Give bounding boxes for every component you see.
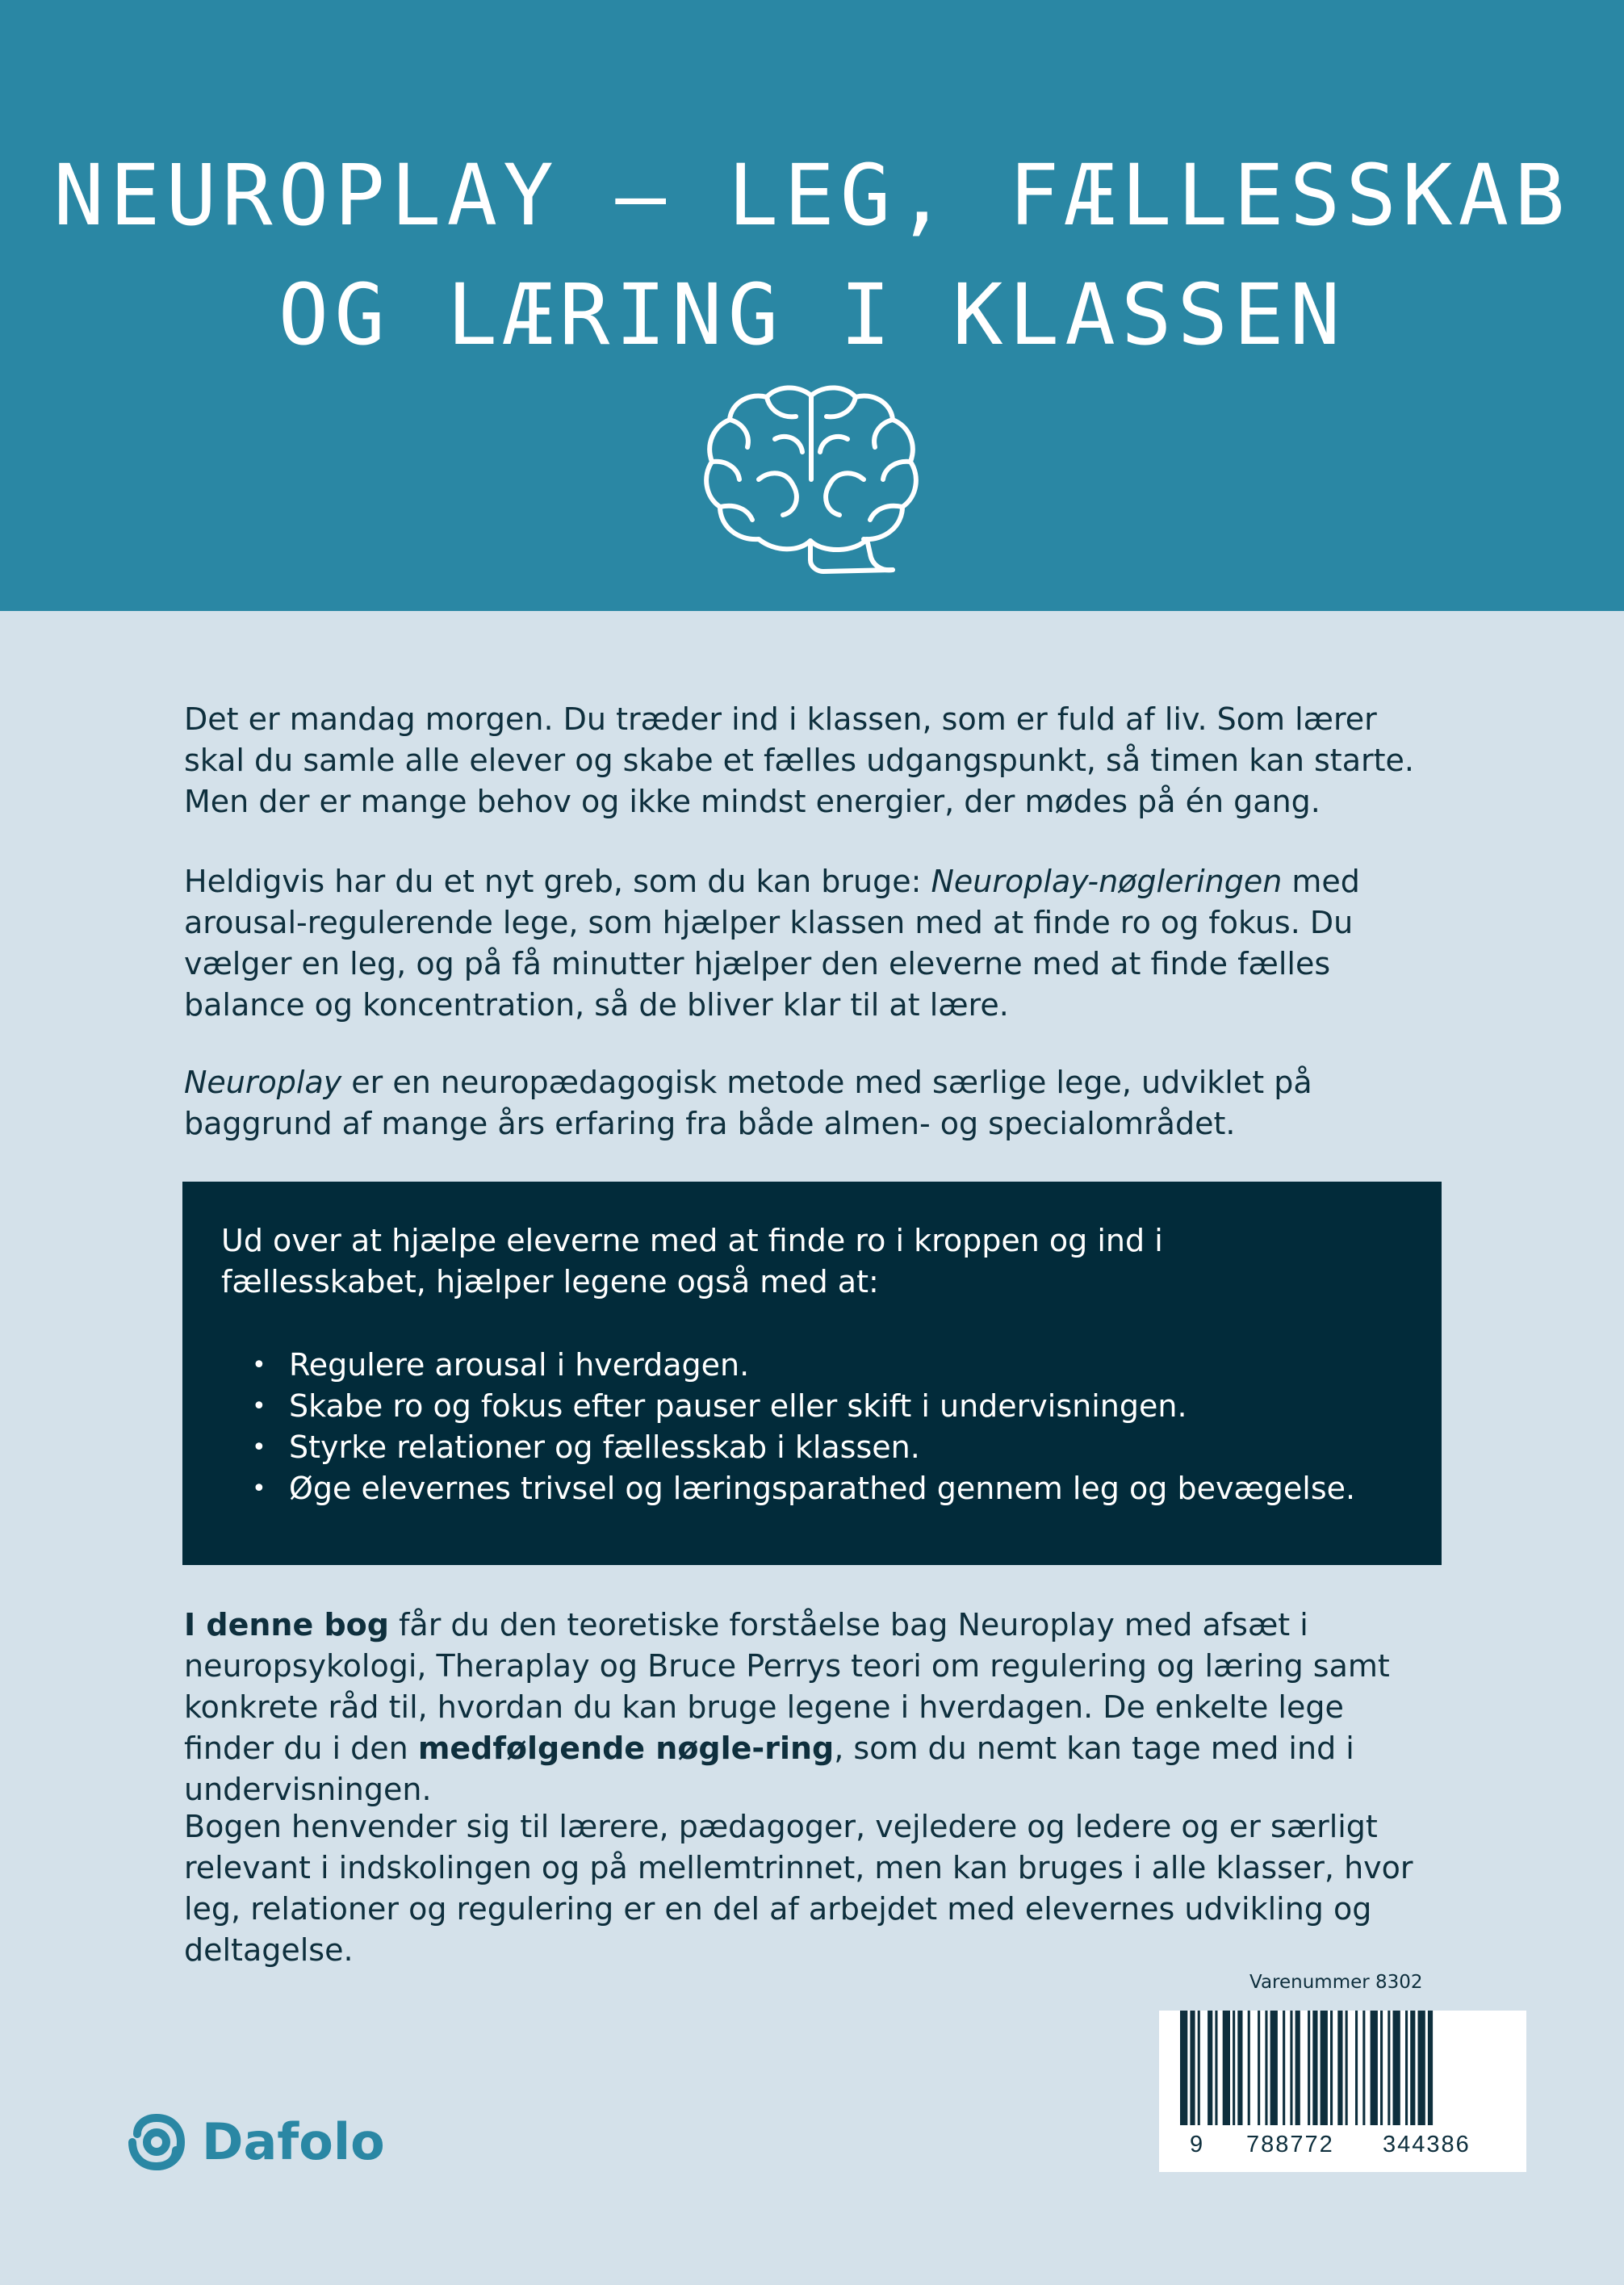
title-line-2: OG LÆRING I KLASSEN: [278, 266, 1346, 364]
intro-text: Det er mandag morgen. Du træder ind i klassen, som er fuld af liv. Som lærer skal du samle alle elever og skabe et fælles udgangspunkt, så timen kan starte. Men der er mange behov og ikke mindst energier, der mødes på én gang.: [184, 701, 1414, 819]
dafolo-logo-icon: [123, 2108, 190, 2176]
brain-icon: [702, 383, 920, 575]
list-item: • Skabe ro og fokus efter pauser eller skift i undervisningen.: [221, 1386, 1355, 1427]
book-content-paragraph: [184, 1605, 1443, 1810]
audience-paragraph: [184, 1806, 1443, 1971]
audience-text: Bogen henvender sig til lærere, pædagoger, vejledere og ledere og er særligt relevant i indskolingen og på mellemtrinnet, men kan bruges i alle klasser, hvor leg, relationer og regulering er en del af arbejdet med elevernes udvikling og deltagelse.: [184, 1809, 1413, 1968]
book-text-b: , som du nemt kan tage med ind i undervisningen.: [184, 1730, 1354, 1807]
method-paragraph: [184, 1062, 1443, 1145]
method-text: er en neuropædagogisk metode med særlige lege, udviklet på baggrund af mange års erfaring fra både almen- og specialområdet.: [184, 1065, 1312, 1141]
publisher-logo: [123, 2108, 397, 2177]
bullet-icon: •: [252, 1475, 266, 1503]
barcode-digit-first: 9: [1190, 2132, 1205, 2157]
list-item: • Styrke relationer og fællesskab i klassen.: [221, 1427, 1355, 1468]
benefits-intro: Ud over at hjælpe eleverne med at finde ro i kroppen og ind i fællesskabet, hjælper legene også med at:: [221, 1223, 1163, 1299]
intro-paragraph: [184, 699, 1443, 822]
barcode-digits-right: 344386: [1383, 2132, 1471, 2157]
list-item: • Regulere arousal i hverdagen.: [221, 1345, 1355, 1386]
barcode: [1159, 2011, 1526, 2172]
benefits-box: [182, 1182, 1442, 1565]
keyring-text-b: med arousal-regulerende lege, som hjælper klassen med at finde ro og fokus. Du vælger en leg, og på få minutter hjælper den eleverne med at finde fælles balance og koncentration, så de bliver klar til at lære.: [184, 864, 1360, 1023]
book-text-a: får du den teoretiske forståelse bag Neuroplay med afsæt i neuropsykologi, Theraplay og Bruce Perrys teori om regulering og læring samt konkrete råd til, hvordan du kan bruge legene i hverdagen. De enkelte lege finder du i den: [184, 1607, 1390, 1766]
keyring-paragraph: [184, 861, 1443, 1026]
bullet-icon: •: [252, 1351, 266, 1379]
list-item: • Øge elevernes trivsel og læringsparathed gennem leg og bevægelse.: [221, 1468, 1355, 1509]
publisher-name: Dafolo: [202, 2112, 385, 2171]
keyring-name: Neuroplay-nøgleringen: [931, 864, 1283, 899]
benefits-list: [221, 1345, 1355, 1509]
book-highlight: I denne bog: [184, 1607, 389, 1643]
bullet-icon: •: [252, 1392, 266, 1421]
bullet-icon: •: [252, 1433, 266, 1462]
keyring-text-a: Heldigvis har du et nyt greb, som du kan bruge:: [184, 864, 931, 899]
keyring-highlight: medfølgende nøgle-ring: [417, 1730, 835, 1766]
item-number: Varenummer 8302: [1249, 1972, 1423, 1993]
header-banner: [0, 0, 1624, 611]
title-line-1: NEUROPLAY – LEG, FÆLLESSKAB: [53, 146, 1571, 245]
book-title: [0, 136, 1624, 375]
barcode-bars: [1159, 2011, 1526, 2172]
barcode-digits-left: 788772: [1246, 2132, 1334, 2157]
method-name: Neuroplay: [184, 1065, 342, 1100]
